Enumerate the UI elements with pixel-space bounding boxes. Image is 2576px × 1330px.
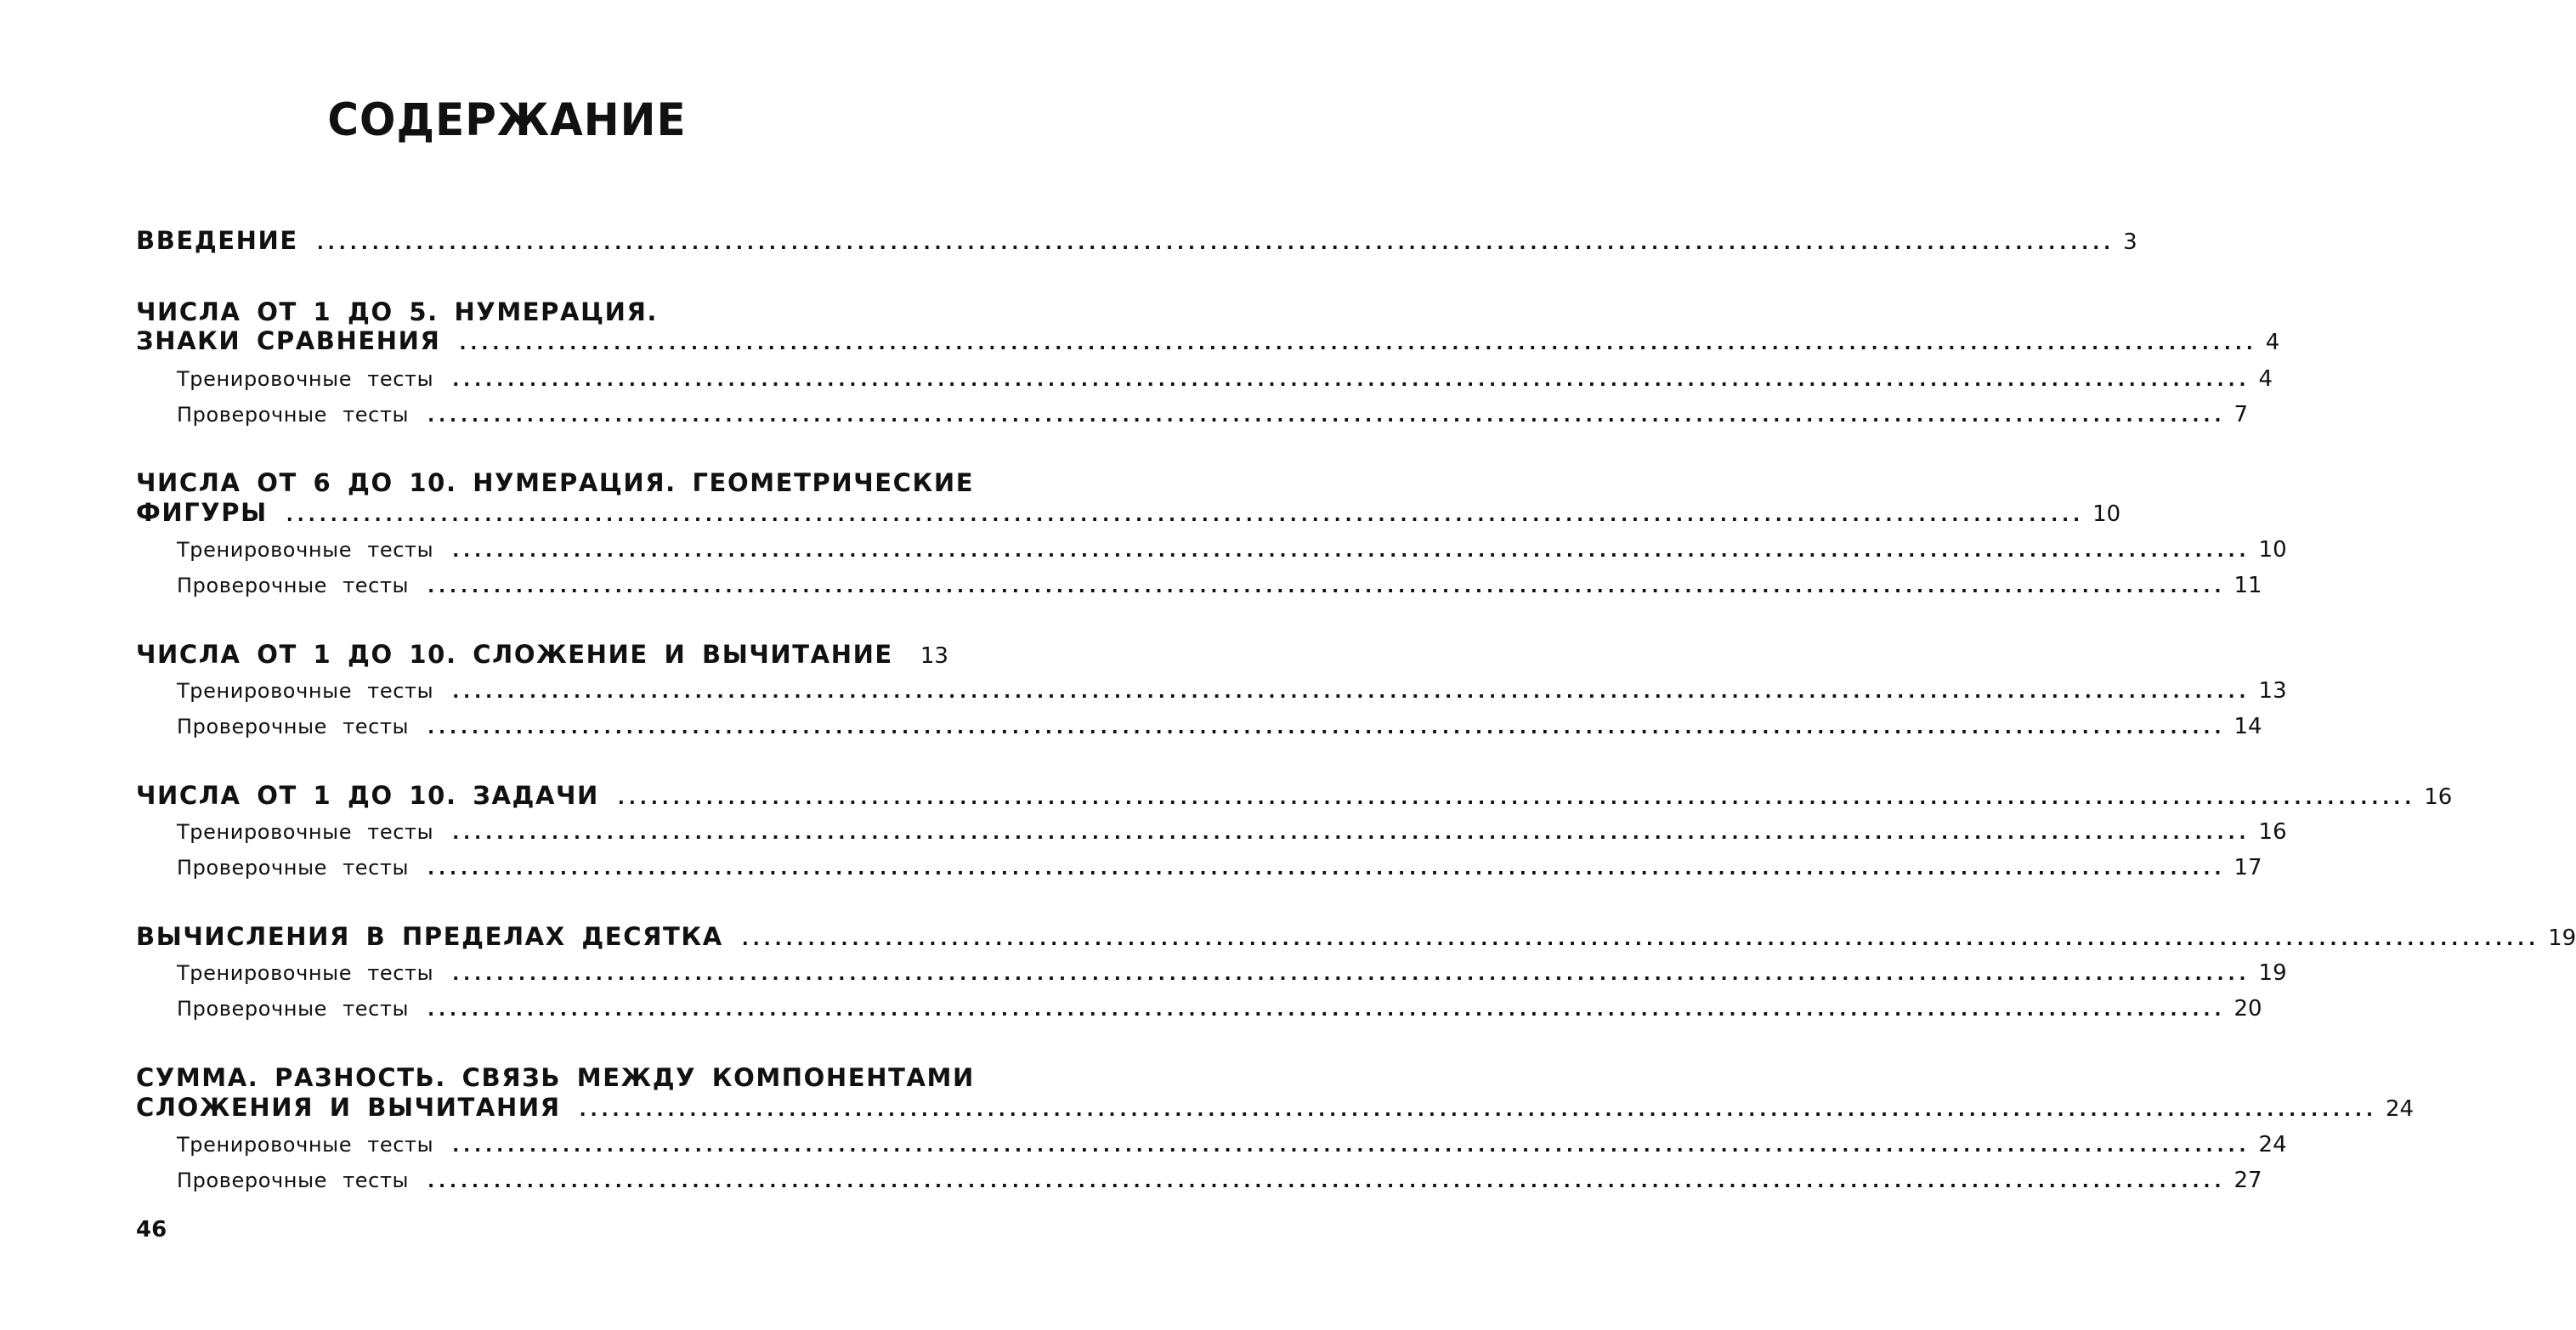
- toc-page-number: 20: [2233, 996, 2262, 1022]
- toc-entry-section-1-check[interactable]: [177, 402, 2248, 427]
- dot-leader: ...................................................................................................................................................................: [286, 505, 2085, 525]
- toc-page-number: 13: [2258, 678, 2287, 704]
- toc-page-number: 4: [2258, 366, 2273, 392]
- toc-page-number: 19: [2548, 925, 2576, 951]
- page-number: 46: [136, 1217, 167, 1242]
- dot-leader: ...................................................................................................................................................................: [617, 788, 2416, 808]
- toc-subentry-title: Тренировочные тесты: [177, 961, 434, 985]
- toc-page-number: 24: [2385, 1096, 2415, 1122]
- toc-page-number: 24: [2258, 1132, 2287, 1157]
- toc-page-number: 4: [2265, 330, 2280, 355]
- toc-page-number: 27: [2233, 1168, 2262, 1193]
- dot-leader: ...................................................................................................................................................................: [452, 823, 2250, 843]
- toc-entry-section-5[interactable]: [136, 922, 2576, 951]
- dot-leader: ...................................................................................................................................................................: [427, 858, 2226, 879]
- toc-entry-title: ЗНАКИ СРАВНЕНИЯ: [136, 326, 441, 355]
- toc-page-number: 16: [2424, 784, 2453, 810]
- dot-leader: ...................................................................................................................................................................: [427, 999, 2226, 1020]
- toc-entry-intro[interactable]: [136, 226, 2137, 255]
- toc-entry-section-3-training[interactable]: [177, 678, 2287, 704]
- toc-entry-section-1-training[interactable]: [177, 366, 2273, 392]
- toc-subentry-title: Проверочные тесты: [177, 1169, 410, 1192]
- toc-subentry-title: Тренировочные тесты: [177, 538, 434, 562]
- toc-entry-section-2-training[interactable]: [177, 537, 2287, 563]
- toc-entry-section-2-check[interactable]: [177, 573, 2262, 598]
- toc-entry-section-4[interactable]: [136, 781, 2453, 810]
- toc-entry-title: ВВЕДЕНИЕ: [136, 226, 298, 255]
- dot-leader: ...................................................................................................................................................................: [452, 964, 2250, 984]
- toc-page-number: 16: [2258, 819, 2287, 845]
- toc-subentry-title: Тренировочные тесты: [177, 1133, 434, 1157]
- dot-leader: ...................................................................................................................................................................: [427, 576, 2226, 597]
- toc-entry-section-4-check[interactable]: [177, 855, 2262, 880]
- toc-entry-section-3-check[interactable]: [177, 714, 2262, 739]
- dot-leader: ...................................................................................................................................................................: [452, 540, 2250, 561]
- toc-subentry-title: Тренировочные тесты: [177, 679, 434, 703]
- dot-leader: ...................................................................................................................................................................: [427, 1171, 2226, 1191]
- toc-entry-section-6[interactable]: [136, 1093, 2415, 1122]
- toc-entry-title: СЛОЖЕНИЯ И ВЫЧИТАНИЯ: [136, 1093, 561, 1122]
- toc-page-number: 14: [2233, 714, 2262, 739]
- toc-entry-title: ЧИСЛА ОТ 1 ДО 10. ЗАДАЧИ: [136, 781, 599, 810]
- toc-page-number: 7: [2233, 402, 2248, 427]
- section-6-title-line1: СУММА. РАЗНОСТЬ. СВЯЗЬ МЕЖДУ КОМПОНЕНТАМИ: [136, 1063, 975, 1092]
- toc-entry-section-5-check[interactable]: [177, 996, 2262, 1022]
- page-title: СОДЕРЖАНИЕ: [327, 93, 687, 146]
- toc-subentry-title: Проверочные тесты: [177, 574, 410, 597]
- toc-page-number: 10: [2258, 537, 2287, 563]
- section-2-title-line1: ЧИСЛА ОТ 6 ДО 10. НУМЕРАЦИЯ. ГЕОМЕТРИЧЕСКИЕ: [136, 468, 975, 497]
- dot-leader: ...................................................................................................................................................................: [452, 1135, 2250, 1156]
- toc-subentry-title: Тренировочные тесты: [177, 367, 434, 391]
- toc-entry-title: ФИГУРЫ: [136, 498, 268, 527]
- toc-entry-section-2[interactable]: [136, 498, 2121, 527]
- toc-subentry-title: Проверочные тесты: [177, 856, 410, 880]
- toc-page-number: 3: [2123, 229, 2137, 255]
- toc-subentry-title: Проверочные тесты: [177, 403, 410, 427]
- dot-leader: ...................................................................................................................................................................: [741, 929, 2540, 949]
- dot-leader: ...................................................................................................................................................................: [427, 405, 2226, 426]
- toc-entry-title: ЧИСЛА ОТ 1 ДО 10. СЛОЖЕНИЕ И ВЫЧИТАНИЕ: [136, 640, 893, 669]
- toc-page-number: 17: [2233, 855, 2262, 880]
- toc-entry-section-6-training[interactable]: [177, 1132, 2287, 1157]
- dot-leader: ...................................................................................................................................................................: [427, 717, 2226, 738]
- toc-entry-section-6-check[interactable]: [177, 1168, 2262, 1193]
- dot-leader: ...................................................................................................................................................................: [579, 1100, 2377, 1120]
- dot-leader: ...................................................................................................................................................................: [452, 682, 2250, 702]
- toc-page-number: 19: [2258, 960, 2287, 986]
- toc-entry-section-3[interactable]: [136, 640, 948, 669]
- toc-page-number: 13: [920, 643, 948, 669]
- dot-leader: ...................................................................................................................................................................: [459, 333, 2257, 354]
- toc-page-number: 11: [2233, 573, 2262, 598]
- dot-leader: ...................................................................................................................................................................: [316, 233, 2115, 253]
- toc-entry-section-1[interactable]: [136, 326, 2280, 355]
- dot-leader: ...................................................................................................................................................................: [452, 370, 2250, 390]
- toc-subentry-title: Проверочные тесты: [177, 715, 410, 739]
- section-1-title-line1: ЧИСЛА ОТ 1 ДО 5. НУМЕРАЦИЯ.: [136, 297, 659, 326]
- toc-entry-section-4-training[interactable]: [177, 819, 2287, 845]
- toc-subentry-title: Проверочные тесты: [177, 997, 410, 1021]
- toc-subentry-title: Тренировочные тесты: [177, 820, 434, 844]
- toc-entry-title: ВЫЧИСЛЕНИЯ В ПРЕДЕЛАХ ДЕСЯТКА: [136, 922, 723, 951]
- toc-page-number: 10: [2092, 501, 2121, 527]
- toc-entry-section-5-training[interactable]: [177, 960, 2287, 986]
